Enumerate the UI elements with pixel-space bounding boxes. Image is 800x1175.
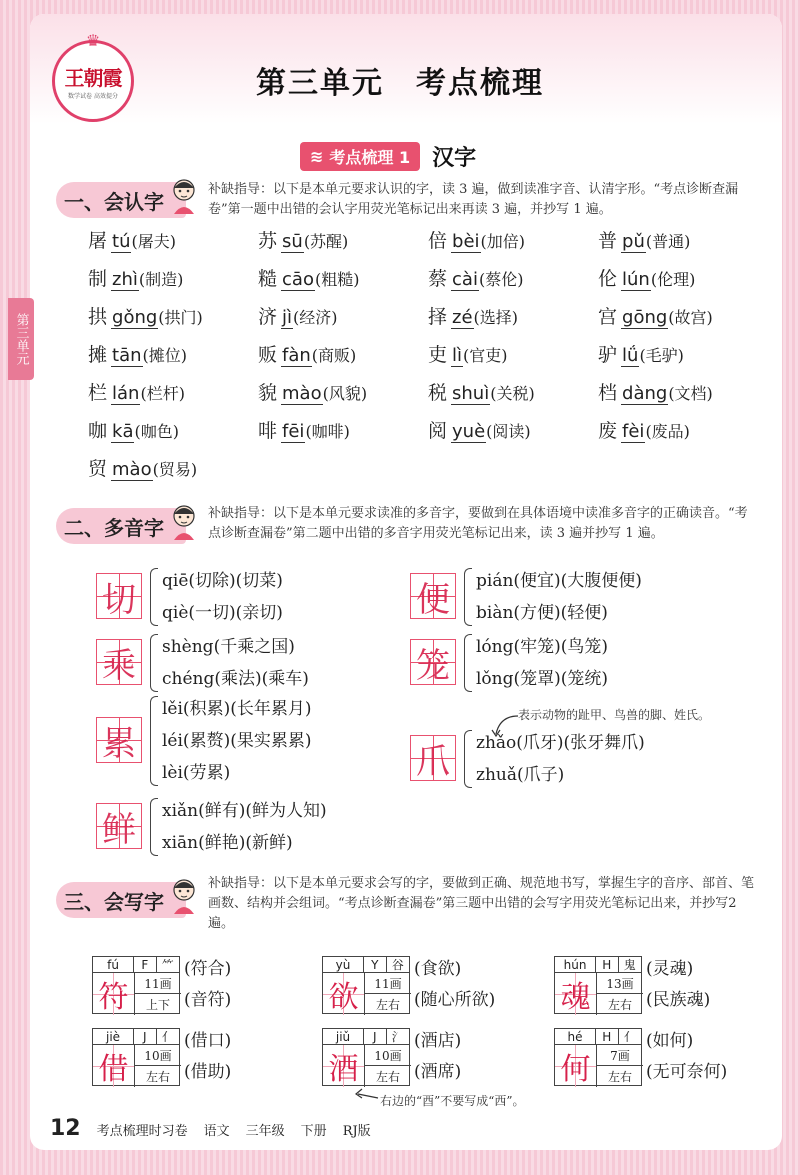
card-strokes: 10画	[135, 1045, 181, 1066]
footer-book: 考点梳理时习卷	[96, 1124, 188, 1139]
card-char: 酒	[323, 1045, 365, 1087]
card-radical: 亻	[161, 1030, 174, 1044]
polyphone-char-box	[96, 639, 142, 685]
card-word: (食欲)	[414, 959, 462, 979]
recognize-word: (贸易)	[152, 460, 198, 479]
card-sequence: J	[364, 1029, 386, 1044]
card-pinyin: jiǔ	[323, 1029, 364, 1044]
recognize-word: (风貌)	[322, 384, 368, 403]
recognize-item	[598, 264, 768, 288]
recognize-char: 栏	[88, 382, 108, 404]
polyphone-reading: xiān(鲜艳)(新鲜)	[162, 833, 293, 853]
recognize-pinyin: gǒng	[112, 307, 158, 328]
recognize-pinyin: kā	[112, 421, 134, 442]
recognize-item	[88, 226, 258, 250]
recognize-char: 摊	[88, 344, 108, 366]
write-card	[554, 956, 642, 1014]
recognize-grid	[88, 226, 768, 478]
write-card	[322, 1028, 410, 1086]
recognize-word: (阅读)	[486, 422, 531, 441]
write-card	[92, 956, 180, 1014]
recognize-char: 贸	[88, 458, 108, 480]
jiu-annotation: 右边的“酉”不要写成“西”。	[380, 1094, 525, 1108]
card-pinyin: jiè	[93, 1029, 134, 1044]
recognize-char: 拱	[88, 306, 108, 328]
polyphone-char: 累	[102, 723, 136, 764]
polyphone-reading: qiè(一切)(亲切)	[162, 603, 283, 623]
recognize-item	[88, 454, 258, 478]
card-word: (随心所欲)	[414, 990, 496, 1010]
card-words	[184, 1026, 231, 1088]
recognize-char: 贩	[258, 344, 278, 366]
recognize-char: 档	[598, 382, 618, 404]
card-structure: 左右	[607, 998, 632, 1012]
polyphone-char: 鲜	[102, 809, 136, 850]
recognize-pinyin: cài	[452, 269, 478, 290]
recognize-word: (官吏)	[463, 346, 508, 365]
recognize-char: 宫	[598, 306, 618, 328]
polyphone-reading: léi(累赘)(果实累累)	[162, 731, 312, 751]
brace	[464, 568, 472, 626]
recognize-pinyin: zhì	[112, 269, 138, 290]
zhua-annotation: 表示动物的趾甲、鸟兽的脚、姓氏。	[518, 708, 711, 722]
recognize-item	[428, 226, 598, 250]
logo-tagline: 数学试卷 高效提分	[68, 93, 118, 100]
card-words	[184, 954, 231, 1016]
recognize-word: (拱门)	[158, 308, 203, 327]
annotation-arrow	[490, 712, 520, 738]
recognize-pinyin: zé	[452, 307, 473, 328]
card-words	[646, 954, 710, 1016]
recognize-word: (选择)	[473, 308, 519, 327]
recognize-heading: 一、会认字	[56, 182, 186, 218]
recognize-char: 屠	[88, 230, 108, 252]
footer-volume: 下册	[300, 1124, 327, 1139]
recognize-pinyin: fèi	[622, 421, 645, 442]
card-word: (无可奈何)	[646, 1062, 728, 1082]
recognize-item	[88, 302, 258, 326]
recognize-pinyin: shuì	[452, 383, 490, 404]
recognize-item	[598, 302, 768, 326]
badge-label: 考点梳理 1	[329, 147, 411, 167]
polyphone-char: 笼	[416, 645, 450, 686]
polyphone-char: 切	[102, 579, 136, 620]
card-words	[414, 954, 495, 1016]
recognize-item	[88, 264, 258, 288]
card-radical: 氵	[391, 1030, 404, 1044]
recognize-pinyin: mào	[112, 459, 152, 480]
recognize-word: (关税)	[490, 384, 535, 403]
badge-pill	[300, 142, 420, 171]
polyphone-char-box	[410, 735, 456, 781]
brace	[150, 798, 158, 856]
recognize-word: (普通)	[645, 232, 691, 251]
recognize-pinyin: cāo	[282, 269, 314, 290]
card-structure: 左右	[607, 1070, 632, 1084]
recognize-item	[598, 340, 768, 364]
card-structure: 左右	[375, 1070, 400, 1084]
card-header	[323, 957, 409, 973]
card-sequence: Y	[364, 957, 386, 972]
card-char: 魂	[555, 973, 597, 1015]
badge-title: 汉字	[432, 145, 477, 171]
polyphone-reading: chéng(乘法)(乘车)	[162, 669, 309, 689]
section-badge	[300, 142, 476, 170]
card-pinyin: hé	[555, 1029, 596, 1044]
polyphone-reading: lěi(积累)(长年累月)	[162, 699, 312, 719]
recognize-item	[428, 416, 598, 440]
recognize-char: 糙	[258, 268, 278, 290]
recognize-pinyin: fàn	[282, 345, 311, 366]
recognize-char: 择	[428, 306, 448, 328]
card-header	[555, 1029, 641, 1045]
recognize-pinyin: pǔ	[622, 231, 645, 252]
student-icon	[168, 876, 200, 914]
recognize-item	[258, 264, 428, 288]
card-words	[646, 1026, 727, 1088]
recognize-pinyin: lán	[112, 383, 140, 404]
recognize-pinyin: jì	[282, 307, 293, 328]
recognize-word: (文档)	[668, 384, 713, 403]
card-strokes: 11画	[135, 973, 181, 994]
card-char: 欲	[323, 973, 365, 1015]
card-structure: 上下	[145, 998, 170, 1012]
polyphone-char-box	[410, 639, 456, 685]
recognize-char: 税	[428, 382, 448, 404]
card-strokes: 10画	[365, 1045, 411, 1066]
card-header	[323, 1029, 409, 1045]
recognize-item	[598, 378, 768, 402]
recognize-char: 吏	[428, 344, 448, 366]
recognize-pinyin: tān	[112, 345, 142, 366]
recognize-pinyin: lǘ	[622, 345, 639, 366]
brace	[150, 568, 158, 626]
polyphone-char-box	[410, 573, 456, 619]
footer-grade: 三年级	[245, 1124, 285, 1139]
polyphone-char-box	[96, 717, 142, 763]
recognize-char: 咖	[88, 420, 108, 442]
write-heading: 三、会写字	[56, 882, 186, 918]
footer	[50, 1116, 371, 1141]
recognize-char: 济	[258, 306, 278, 328]
recognize-item	[88, 416, 258, 440]
card-strokes: 11画	[365, 973, 411, 994]
card-strokes: 7画	[597, 1045, 643, 1066]
recognize-word: (加倍)	[480, 232, 526, 251]
recognize-pinyin: dàng	[622, 383, 668, 404]
polyphone-reading: lóng(牢笼)(鸟笼)	[476, 637, 609, 657]
brace	[150, 696, 158, 786]
annotation-arrow	[352, 1086, 380, 1102]
recognize-word: (摊位)	[142, 346, 188, 365]
card-structure: 左右	[145, 1070, 170, 1084]
polyphone-reading: qiē(切除)(切菜)	[162, 571, 283, 591]
polyphone-char: 便	[416, 579, 450, 620]
card-sequence: H	[596, 957, 618, 972]
recognize-item	[88, 378, 258, 402]
card-char: 借	[93, 1045, 135, 1087]
recognize-char: 倍	[428, 230, 448, 252]
card-header	[93, 1029, 179, 1045]
card-header	[555, 957, 641, 973]
card-radical: 谷	[391, 958, 404, 972]
recognize-word: (制造)	[138, 270, 184, 289]
card-char: 符	[93, 973, 135, 1015]
card-words	[414, 1026, 461, 1088]
page-title: 第三单元 考点梳理	[256, 66, 544, 101]
recognize-word: (苏醒)	[303, 232, 349, 251]
recognize-char: 普	[598, 230, 618, 252]
recognize-word: (咖啡)	[305, 422, 350, 441]
recognize-item	[258, 226, 428, 250]
card-word: (借口)	[184, 1031, 232, 1051]
card-word: (如何)	[646, 1031, 694, 1051]
student-icon	[168, 502, 200, 540]
polyphone-reading: zhuǎ(爪子)	[476, 765, 565, 785]
card-word: (灵魂)	[646, 959, 694, 979]
card-structure: 左右	[375, 998, 400, 1012]
polyphone-char-box	[96, 573, 142, 619]
recognize-item	[258, 302, 428, 326]
write-card	[92, 1028, 180, 1086]
recognize-pinyin: mào	[282, 383, 322, 404]
card-sequence: F	[134, 957, 156, 972]
polyphone-reading: zhǎo(爪牙)(张牙舞爪)	[476, 733, 645, 753]
card-word: (酒席)	[414, 1062, 462, 1082]
card-word: (民族魂)	[646, 990, 711, 1010]
recognize-item	[428, 340, 598, 364]
recognize-word: (废品)	[645, 422, 690, 441]
recognize-word: (咖色)	[134, 422, 179, 441]
recognize-word: (栏杆)	[140, 384, 185, 403]
card-word: (音符)	[184, 990, 232, 1010]
polyphone-note: 补缺指导：以下是本单元要求读准的多音字，要做到在具体语境中读准多音字的正确读音。“考点诊断查漏卷”第二题中出错的多音字用荧光笔标记出来，读 3 遍并抄写 1 遍。	[208, 506, 748, 541]
recognize-pinyin: sū	[282, 231, 303, 252]
card-radical: 亻	[623, 1030, 636, 1044]
recognize-item	[428, 378, 598, 402]
card-word: (酒店)	[414, 1031, 462, 1051]
recognize-pinyin: bèi	[452, 231, 480, 252]
recognize-word: (故宫)	[668, 308, 713, 327]
card-pinyin: hún	[555, 957, 596, 972]
polyphone-reading: lǒng(笼罩)(笼统)	[476, 669, 609, 689]
card-radical: ⺮	[161, 958, 174, 972]
recognize-pinyin: fēi	[282, 421, 305, 442]
write-card	[554, 1028, 642, 1086]
card-pinyin: fú	[93, 957, 134, 972]
recognize-char: 阅	[428, 420, 448, 442]
recognize-word: (粗糙)	[314, 270, 360, 289]
polyphone-reading: biàn(方便)(轻便)	[476, 603, 608, 623]
card-header	[93, 957, 179, 973]
recognize-pinyin: lì	[452, 345, 463, 366]
polyphone-heading: 二、多音字	[56, 508, 186, 544]
recognize-pinyin: gōng	[622, 307, 668, 328]
polyphone-reading: pián(便宜)(大腹便便)	[476, 571, 642, 591]
recognize-pinyin: yuè	[452, 421, 486, 442]
recognize-word: (商贩)	[311, 346, 357, 365]
polyphone-reading: lèi(劳累)	[162, 763, 231, 783]
brace	[150, 634, 158, 692]
recognize-word: (蔡伦)	[478, 270, 524, 289]
recognize-item	[428, 302, 598, 326]
recognize-word: (经济)	[293, 308, 338, 327]
recognize-char: 貌	[258, 382, 278, 404]
student-icon	[168, 176, 200, 214]
brace	[464, 730, 472, 788]
recognize-word: (屠夫)	[131, 232, 176, 251]
crown-icon: ♛	[85, 31, 101, 50]
polyphone-reading: xiǎn(鲜有)(鲜为人知)	[162, 801, 327, 821]
recognize-word: (伦理)	[650, 270, 696, 289]
card-pinyin: yù	[323, 957, 364, 972]
recognize-note: 补缺指导：以下是本单元要求认识的字，读 3 遍，做到读准字音、认清字形。“考点诊断查漏卷”第一题中出错的会认字用荧光笔标记出来再读 3 遍，并抄写 1 遍。	[208, 182, 739, 217]
card-radical: 鬼	[623, 958, 636, 972]
recognize-pinyin: lún	[622, 269, 650, 290]
card-word: (符合)	[184, 959, 232, 979]
recognize-char: 伦	[598, 268, 618, 290]
polyphone-char: 爪	[416, 741, 450, 782]
recognize-char: 废	[598, 420, 618, 442]
recognize-pinyin: tú	[112, 231, 131, 252]
page-number: 12	[50, 1116, 81, 1141]
polyphone-char: 乘	[102, 645, 136, 686]
recognize-item	[88, 340, 258, 364]
recognize-item	[258, 416, 428, 440]
write-note: 补缺指导：以下是本单元要求会写的字，要做到正确、规范地书写，掌握生字的音序、部首、笔画数、结构并会组词。“考点诊断查漏卷”第三题中出错的会写字用荧光笔标记出来，并抄写2遍。	[208, 876, 755, 931]
side-tab[interactable]: 第三单元	[8, 298, 34, 380]
brace	[464, 634, 472, 692]
card-sequence: H	[596, 1029, 618, 1044]
recognize-char: 苏	[258, 230, 278, 252]
footer-edition: RJ版	[342, 1124, 371, 1139]
recognize-item	[598, 416, 768, 440]
footer-subject: 语文	[203, 1124, 230, 1139]
polyphone-char-box	[96, 803, 142, 849]
recognize-char: 驴	[598, 344, 618, 366]
card-word: (借助)	[184, 1062, 232, 1082]
recognize-item	[258, 378, 428, 402]
write-card	[322, 956, 410, 1014]
recognize-word: (毛驴)	[639, 346, 684, 365]
recognize-item	[598, 226, 768, 250]
recognize-item	[258, 340, 428, 364]
wave-icon: ≋	[310, 146, 324, 166]
polyphone-reading: shèng(千乘之国)	[162, 637, 295, 657]
recognize-char: 啡	[258, 420, 278, 442]
card-strokes: 13画	[597, 973, 643, 994]
recognize-char: 蔡	[428, 268, 448, 290]
card-sequence: J	[134, 1029, 156, 1044]
logo-name: 王朝霞	[64, 66, 122, 90]
recognize-char: 制	[88, 268, 108, 290]
card-char: 何	[555, 1045, 597, 1087]
recognize-item	[428, 264, 598, 288]
